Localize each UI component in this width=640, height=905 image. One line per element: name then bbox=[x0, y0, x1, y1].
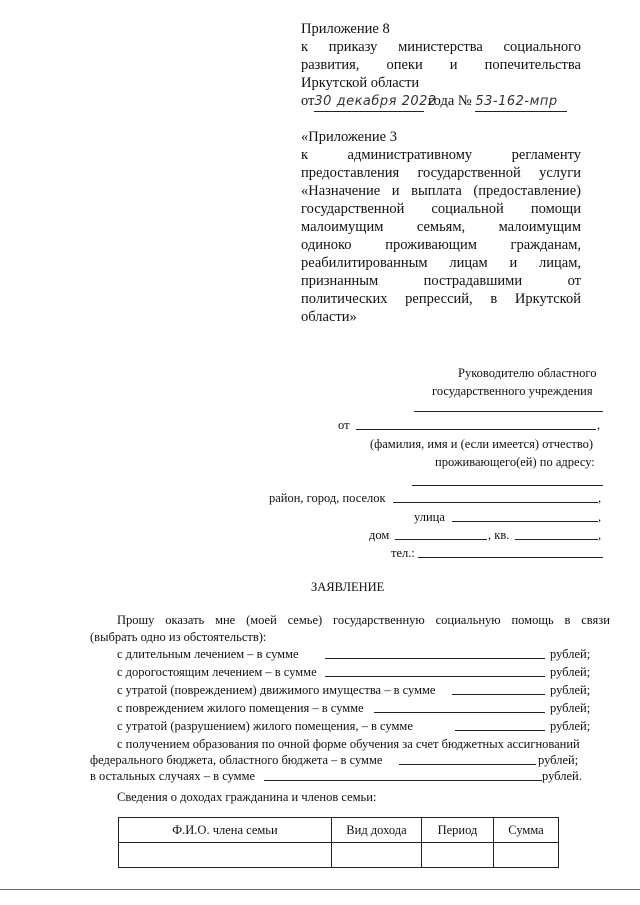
income-table-row bbox=[119, 843, 559, 868]
education-unit: рублей; bbox=[538, 753, 579, 767]
street-field[interactable] bbox=[452, 521, 598, 522]
cell-income-type[interactable] bbox=[332, 843, 422, 868]
from-label: от bbox=[338, 418, 350, 432]
appendix8-date-line: от30 декабря 2022 года № 53-162-мпр bbox=[301, 92, 567, 112]
header-full-name: Ф.И.О. члена семьи bbox=[119, 818, 332, 843]
appendix8-title: Приложение 8 bbox=[301, 21, 390, 37]
street-comma: , bbox=[598, 510, 602, 524]
option-unit: рублей; bbox=[550, 701, 591, 715]
cell-full-name[interactable] bbox=[119, 843, 332, 868]
option-unit: рублей; bbox=[550, 647, 591, 661]
appendix3-line: предоставления государственной услуги bbox=[301, 165, 581, 181]
phone-field[interactable] bbox=[418, 557, 603, 558]
option-amount-field[interactable] bbox=[452, 694, 545, 695]
option-amount-field[interactable] bbox=[374, 712, 545, 713]
option-amount-field[interactable] bbox=[325, 676, 545, 677]
header-amount: Сумма bbox=[494, 818, 559, 843]
other-cases-unit: рублей. bbox=[542, 769, 582, 783]
residing-label: проживающего(ей) по адресу: bbox=[435, 455, 595, 469]
option-amount-field[interactable] bbox=[325, 658, 545, 659]
addressee-line-2: государственного учреждения bbox=[432, 384, 593, 398]
income-table bbox=[118, 817, 559, 868]
appendix3-line: к административному регламенту bbox=[301, 147, 581, 163]
option-amount-field[interactable] bbox=[455, 730, 545, 731]
name-hint: (фамилия, имя и (если имеется) отчество) bbox=[370, 437, 594, 451]
statement-title: ЗАЯВЛЕНИЕ bbox=[311, 580, 385, 594]
option-label: с повреждением жилого помещения – в сумме bbox=[117, 701, 364, 715]
appendix8-line-2: развития, опеки и попечительства bbox=[301, 57, 581, 73]
header-period: Период bbox=[422, 818, 494, 843]
phone-label: тел.: bbox=[391, 546, 415, 560]
appendix3-line: реабилитированным лицам и лицам, bbox=[301, 255, 581, 271]
education-amount-field[interactable] bbox=[399, 764, 536, 765]
house-field[interactable] bbox=[395, 539, 487, 540]
appendix3-line: политических репрессий, в Иркутской bbox=[301, 291, 581, 307]
apartment-field[interactable] bbox=[515, 539, 598, 540]
option-unit: рублей; bbox=[550, 683, 591, 697]
option-label: с дорогостоящим лечением – в сумме bbox=[117, 665, 317, 679]
appendix3-last-line: области» bbox=[301, 309, 357, 325]
addressee-line-1: Руководителю областного bbox=[458, 366, 597, 380]
appendix3-line: одиноко проживающим гражданам, bbox=[301, 237, 581, 253]
appendix3-line: признанным пострадавшими от bbox=[301, 273, 581, 289]
income-table-header-row bbox=[119, 818, 559, 843]
page-bottom-rule bbox=[0, 889, 640, 890]
address-line-field[interactable] bbox=[412, 485, 603, 486]
education-line-2: федерального бюджета, областного бюджета – в сумме bbox=[90, 753, 383, 767]
option-label: с утратой (разрушением) жилого помещения, – в сумме bbox=[117, 719, 413, 733]
district-field[interactable] bbox=[393, 502, 598, 503]
street-label: улица bbox=[414, 510, 445, 524]
house-label: дом bbox=[369, 528, 390, 542]
option-unit: рублей; bbox=[550, 665, 591, 679]
appendix3-title: «Приложение 3 bbox=[301, 129, 397, 145]
statement-intro-line-1: Прошу оказать мне (моей семье) государственную социальную помощь в связи bbox=[117, 613, 610, 627]
appendix3-line: малоимущим семьям, малоимущим bbox=[301, 219, 581, 235]
income-intro: Сведения о доходах гражданина и членов семьи: bbox=[117, 790, 377, 804]
appendix3-line: государственной социальной помощи bbox=[301, 201, 581, 217]
from-comma: , bbox=[597, 418, 601, 432]
header-income-type: Вид дохода bbox=[332, 818, 422, 843]
cell-amount[interactable] bbox=[494, 843, 559, 868]
education-line-1: с получением образования по очной форме обучения за счет бюджетных ассигнований bbox=[117, 737, 580, 751]
order-number-handwritten: 53-162-мпр bbox=[475, 93, 567, 112]
apartment-label: , кв. bbox=[488, 528, 510, 542]
other-cases-label: в остальных случаях – в сумме bbox=[90, 769, 256, 783]
cell-period[interactable] bbox=[422, 843, 494, 868]
institution-name-field[interactable] bbox=[414, 411, 603, 412]
from-name-field[interactable] bbox=[356, 429, 596, 430]
option-unit: рублей; bbox=[550, 719, 591, 733]
date-handwritten: 30 декабря 2022 bbox=[314, 93, 424, 112]
statement-intro-line-2: (выбрать одно из обстоятельств): bbox=[90, 630, 267, 644]
option-label: с утратой (повреждением) движимого имущества – в сумме bbox=[117, 683, 436, 697]
appendix8-line-1: к приказу министерства социального bbox=[301, 39, 581, 55]
appendix8-line-3: Иркутской области bbox=[301, 75, 420, 91]
apartment-comma: , bbox=[598, 528, 602, 542]
appendix3-line: «Назначение и выплата (предоставление) bbox=[301, 183, 581, 199]
option-label: с длительным лечением – в сумме bbox=[117, 647, 299, 661]
district-label: район, город, поселок bbox=[269, 491, 386, 505]
district-comma: , bbox=[598, 491, 602, 505]
other-cases-amount-field[interactable] bbox=[264, 780, 542, 781]
